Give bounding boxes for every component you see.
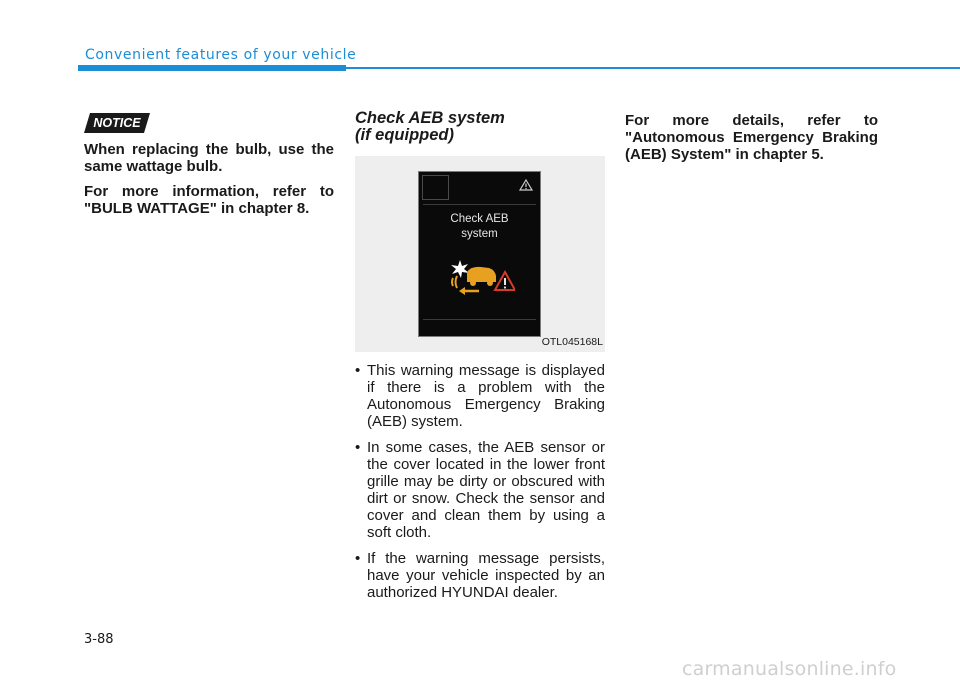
- display-corner-box: [422, 175, 449, 200]
- display-separator-top: [423, 204, 536, 205]
- page-number: 3-88: [84, 632, 114, 647]
- display-message-line-2: system: [461, 228, 498, 240]
- section-header-title: Convenient features of your vehicle: [85, 47, 357, 63]
- aeb-section-title: [355, 110, 605, 144]
- bullet-marker: •: [355, 550, 361, 567]
- aeb-bullet-list: [355, 362, 605, 601]
- bullet-text: This warning message is displayed if there is a problem with the Autonomous Emergency Braking (AEB) system.: [367, 362, 605, 430]
- list-item: [355, 362, 605, 430]
- aeb-warning-icon: [449, 258, 515, 296]
- bullet-text: In some cases, the AEB sensor or the cover located in the lower front grille may be dirty or obscured with dirt or snow. Check the sensor and cover and clean them by using a soft cloth.: [367, 439, 605, 541]
- bullet-marker: •: [355, 439, 361, 456]
- display-separator-bottom: [423, 319, 536, 320]
- figure-code: OTL045168L: [541, 336, 603, 348]
- aeb-title-line-2: (if equipped): [355, 126, 454, 144]
- notice-badge: [84, 113, 150, 133]
- watermark: carmanualsonline.info: [682, 658, 897, 680]
- header-bar-thick: [78, 65, 346, 71]
- cluster-display: [418, 171, 541, 337]
- notice-paragraph-1: When replacing the bulb, use the same wattage bulb.: [84, 141, 334, 175]
- aeb-column: [355, 110, 605, 610]
- aeb-figure: [355, 156, 605, 352]
- notice-column: [84, 141, 334, 225]
- notice-badge-label: NOTICE: [93, 116, 141, 130]
- more-details-paragraph: For more details, refer to "Autonomous Emergency Braking (AEB) System" in chapter 5.: [625, 112, 878, 163]
- list-item: [355, 550, 605, 601]
- aeb-title-line-1: Check AEB system: [355, 109, 505, 127]
- bullet-marker: •: [355, 362, 361, 379]
- list-item: [355, 439, 605, 541]
- display-message-line-1: Check AEB: [450, 213, 509, 225]
- small-warning-triangle-icon: [519, 179, 533, 191]
- bullet-text: If the warning message persists, have your vehicle inspected by an authorized HYUNDAI dealer.: [367, 550, 605, 601]
- notice-paragraph-2: For more information, refer to "BULB WATTAGE" in chapter 8.: [84, 183, 334, 217]
- details-column: [625, 112, 878, 171]
- header-bar-thin: [346, 67, 960, 69]
